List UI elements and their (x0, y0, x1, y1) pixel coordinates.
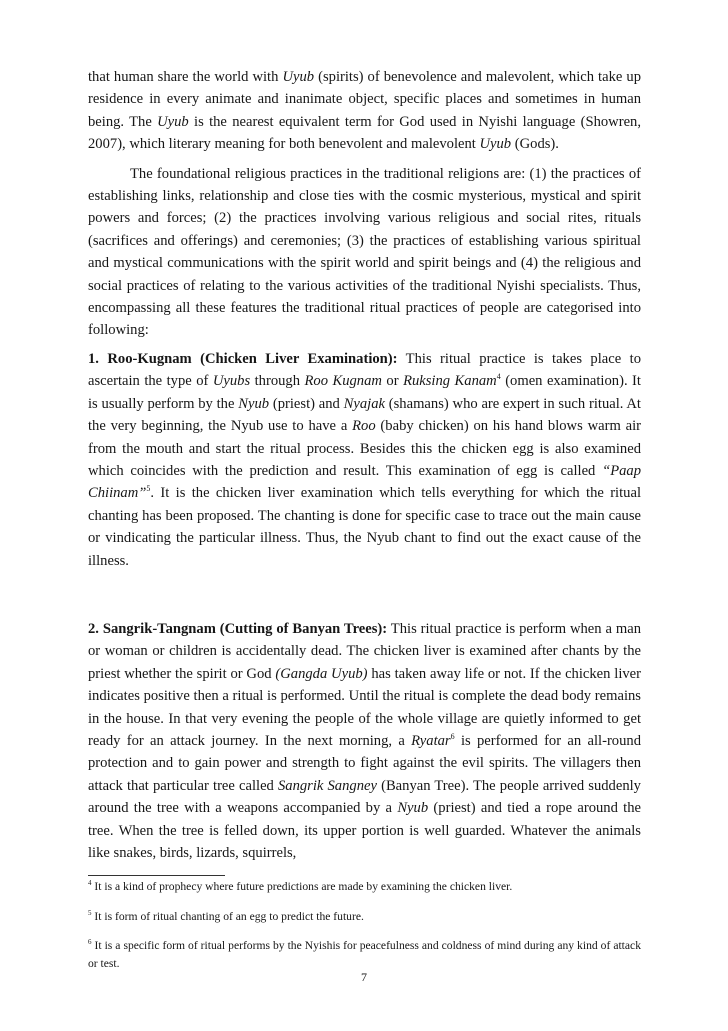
section-roo-kugnam: 1. Roo-Kugnam (Chicken Liver Examination): This ritual practice is takes place to ascertain the type of Uyubs through Roo Kugnam or Ruksing Kanam$^4$ (omen examination). It is usually perform by the Nyub (priest) and Nyajak (shamans) who are expert in such ritual. At the very beginning, the Nyub use to have a Roo (baby chicken) on his hand blows warm air from the mouth and start the ritual process. Besides this the chicken egg is also examined which coincides with the prediction and result. This examination of egg is called “Paap Chiinam”$^5$. It is the chicken liver examination which tells everything for which the ritual chanting has been proposed. The chanting is done for specific case to trace out the main cause or vindicating the particular illness. Thus, the Nyub chant to find out the exact cause of the illness. (88, 350, 641, 569)
footnote-ref[interactable]: 6 (450, 732, 455, 742)
page-number: 7 (361, 970, 367, 984)
footnote-5: $^5$ It is form of ritual chanting of an egg to predict the future. (88, 909, 364, 923)
paragraph-2: The foundational religious practices in the traditional religions are: (1) the practices of establishing links, relationship and close ties with the cosmic mysterious, mystical and spirit powers and forces; (2) the practices involving various religious and social rites, rituals (sacrifices and offerings) and ceremonies; (3) the practices of establishing various spiritual and mystical communications with the spirit world and spirit beings and (4) the religious and social practices of relating to the various activities of the traditional Nyishi specialists. Thus, encompassing all these features the traditional ritual practices of people are categorised into following: (88, 165, 641, 339)
footnote-6: $^6$ It is a specific form of ritual performs by the Nyishis for peacefulness and coldness of mind during any kind of attack or test. (88, 938, 641, 970)
footnote-4: $^4$ It is a kind of prophecy where future predictions are made by examining the chicken liver. (88, 879, 513, 893)
page-body (88, 66, 641, 864)
footnote-divider (88, 875, 225, 876)
paragraph-1: that human share the world with Uyub (spirits) of benevolence and malevolent, which take up residence in every animate and inanimate object, specific places and sometimes in human being. The Uyub is the nearest equivalent term for God used in Nyishi language (Showren, 2007), which literary meaning for both benevolent and malevolent Uyub (Gods). (88, 69, 642, 153)
footnote-ref[interactable]: 5 (146, 484, 151, 494)
section-sangrik-tangnam: 2. Sangrik-Tangnam (Cutting of Banyan Trees): This ritual practice is perform when a man or woman or children is accidentally dead. The chicken liver is examined after chants by the priest whether the spirit or God (Gangda Uyub) has taken away life or not. If the chicken liver indicates positive then a ritual is performed. Until the ritual is complete the dead body remains in the house. In that very evening the people of the whole village are quietly informed to get ready for an attack journey. In the next morning, a Ryatar$^6$ is performed for an all-round protection and to gain power and strength to fight against the evil spirits. The villagers then attack that particular tree called Sangrik Sangney (Banyan Tree). The people arrived suddenly around the tree with a weapons accompanied by a Nyub (priest) and tied a rope around the tree. When the tree is felled down, its upper portion is well guarded. Whatever the animals like snakes, birds, lizards, squirrels, (88, 620, 642, 861)
section-heading: 1. Roo-Kugnam (Chicken Liver Examination): (88, 350, 398, 367)
footnote-ref[interactable]: 4 (496, 372, 501, 382)
section-heading: 2. Sangrik-Tangnam (Cutting of Banyan Trees): (88, 620, 388, 637)
